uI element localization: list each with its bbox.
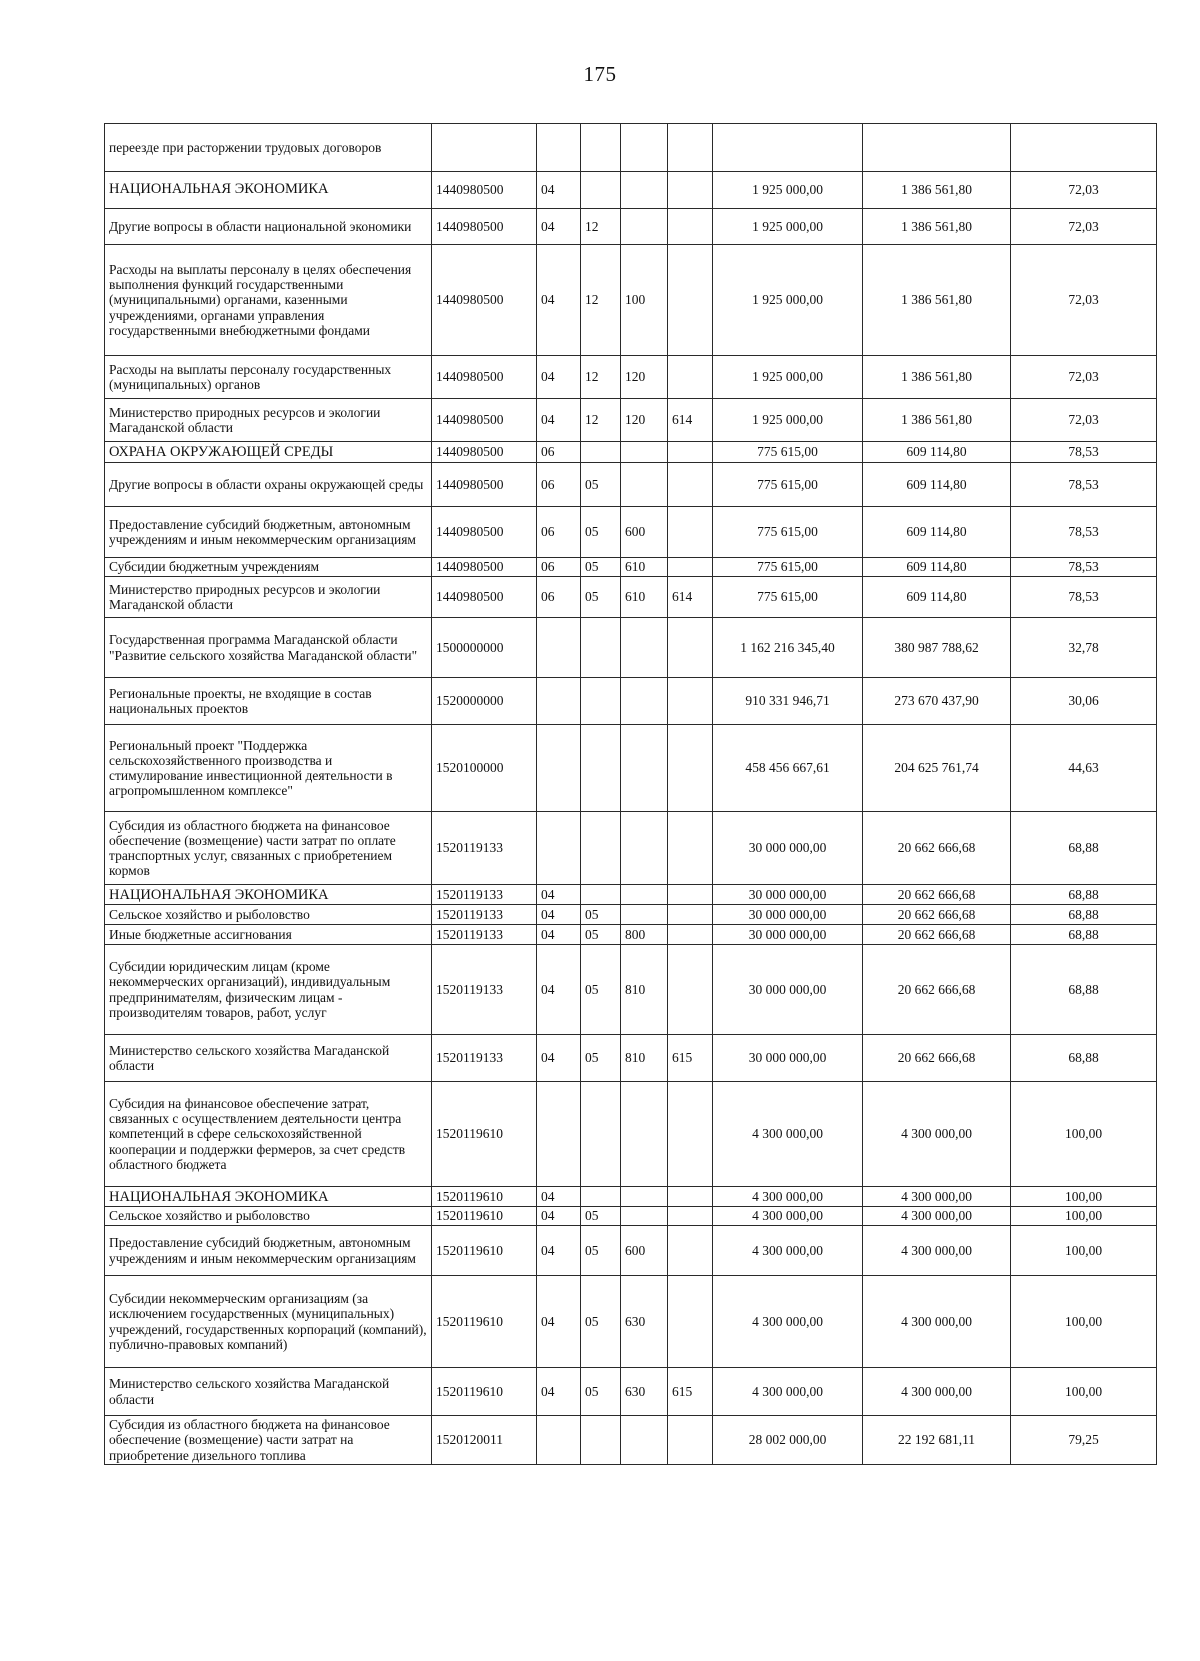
subsection-code-cell xyxy=(581,678,621,725)
subsection-code-cell xyxy=(581,1187,621,1207)
executed-amount-cell: 204 625 761,74 xyxy=(863,725,1011,812)
executed-amount-cell: 20 662 666,68 xyxy=(863,945,1011,1035)
expense-type-code-cell: 100 xyxy=(621,245,668,356)
subsection-code-cell: 12 xyxy=(581,209,621,245)
section-code-cell: 04 xyxy=(537,1035,581,1082)
subsection-code-cell: 05 xyxy=(581,905,621,925)
planned-amount-cell: 1 925 000,00 xyxy=(713,209,863,245)
section-code-cell: 04 xyxy=(537,925,581,945)
executed-amount-cell: 4 300 000,00 xyxy=(863,1082,1011,1187)
execution-percent-cell: 72,03 xyxy=(1011,399,1157,442)
planned-amount-cell: 775 615,00 xyxy=(713,558,863,577)
table-row xyxy=(105,399,1157,442)
expense-type-code-cell: 810 xyxy=(621,1035,668,1082)
section-code-cell: 04 xyxy=(537,1368,581,1416)
section-code-cell: 06 xyxy=(537,577,581,618)
chief-administrator-code-cell xyxy=(668,925,713,945)
expense-type-code-cell xyxy=(621,463,668,507)
chief-administrator-code-cell xyxy=(668,124,713,172)
table-row xyxy=(105,1187,1157,1207)
expense-type-code-cell xyxy=(621,442,668,463)
budget-execution-table xyxy=(104,123,1157,1465)
execution-percent-cell: 72,03 xyxy=(1011,245,1157,356)
executed-amount-cell: 380 987 788,62 xyxy=(863,618,1011,678)
target-article-code-cell: 1440980500 xyxy=(432,245,537,356)
chief-administrator-code-cell xyxy=(668,1082,713,1187)
subsection-code-cell: 05 xyxy=(581,1276,621,1368)
subsection-code-cell: 05 xyxy=(581,925,621,945)
chief-administrator-code-cell xyxy=(668,558,713,577)
expense-type-code-cell: 600 xyxy=(621,507,668,558)
planned-amount-cell: 30 000 000,00 xyxy=(713,945,863,1035)
execution-percent-cell: 68,88 xyxy=(1011,812,1157,885)
target-article-code-cell: 1520119610 xyxy=(432,1207,537,1226)
table-row xyxy=(105,172,1157,209)
subsection-code-cell: 05 xyxy=(581,1207,621,1226)
target-article-code-cell: 1440980500 xyxy=(432,463,537,507)
target-article-code-cell: 1440980500 xyxy=(432,399,537,442)
planned-amount-cell: 775 615,00 xyxy=(713,463,863,507)
row-name-cell: Сельское хозяйство и рыболовство xyxy=(105,905,432,925)
execution-percent-cell xyxy=(1011,124,1157,172)
target-article-code-cell: 1520100000 xyxy=(432,725,537,812)
expense-type-code-cell xyxy=(621,1416,668,1465)
executed-amount-cell: 609 114,80 xyxy=(863,507,1011,558)
planned-amount-cell: 775 615,00 xyxy=(713,442,863,463)
section-code-cell: 04 xyxy=(537,905,581,925)
section-code-cell: 04 xyxy=(537,885,581,905)
table-row xyxy=(105,245,1157,356)
executed-amount-cell: 20 662 666,68 xyxy=(863,885,1011,905)
row-name-cell: Субсидия на финансовое обеспечение затрат, связанных с осуществлением деятельности центра компетенций в сфере сельскохозяйственной кооперации и поддержки фермеров, за счет средств областного бюджета xyxy=(105,1082,432,1187)
section-code-cell: 04 xyxy=(537,1226,581,1276)
subsection-code-cell: 05 xyxy=(581,558,621,577)
execution-percent-cell: 100,00 xyxy=(1011,1226,1157,1276)
expense-type-code-cell: 630 xyxy=(621,1368,668,1416)
executed-amount-cell: 4 300 000,00 xyxy=(863,1207,1011,1226)
row-name-cell: Министерство природных ресурсов и экологии Магаданской области xyxy=(105,577,432,618)
target-article-code-cell: 1440980500 xyxy=(432,209,537,245)
target-article-code-cell: 1440980500 xyxy=(432,507,537,558)
expense-type-code-cell xyxy=(621,1207,668,1226)
expense-type-code-cell xyxy=(621,1082,668,1187)
subsection-code-cell: 12 xyxy=(581,245,621,356)
expense-type-code-cell: 120 xyxy=(621,356,668,399)
subsection-code-cell xyxy=(581,725,621,812)
executed-amount-cell: 609 114,80 xyxy=(863,577,1011,618)
planned-amount-cell: 4 300 000,00 xyxy=(713,1187,863,1207)
executed-amount-cell: 609 114,80 xyxy=(863,463,1011,507)
executed-amount-cell: 20 662 666,68 xyxy=(863,925,1011,945)
subsection-code-cell: 12 xyxy=(581,356,621,399)
chief-administrator-code-cell xyxy=(668,945,713,1035)
row-name-cell: Сельское хозяйство и рыболовство xyxy=(105,1207,432,1226)
table-row xyxy=(105,905,1157,925)
row-name-cell: Расходы на выплаты персоналу в целях обеспечения выполнения функций государственными (муниципальными) органами, казенными учреждениями, органами управления государственными внебюджетными фондами xyxy=(105,245,432,356)
row-name-cell: НАЦИОНАЛЬНАЯ ЭКОНОМИКА xyxy=(105,1187,432,1207)
table-row xyxy=(105,1416,1157,1465)
expense-type-code-cell xyxy=(621,725,668,812)
subsection-code-cell xyxy=(581,442,621,463)
target-article-code-cell: 1520119133 xyxy=(432,812,537,885)
planned-amount-cell: 30 000 000,00 xyxy=(713,1035,863,1082)
executed-amount-cell: 4 300 000,00 xyxy=(863,1368,1011,1416)
expense-type-code-cell: 630 xyxy=(621,1276,668,1368)
section-code-cell xyxy=(537,1082,581,1187)
chief-administrator-code-cell xyxy=(668,1416,713,1465)
section-code-cell: 04 xyxy=(537,1276,581,1368)
table-row xyxy=(105,209,1157,245)
execution-percent-cell: 68,88 xyxy=(1011,945,1157,1035)
table-row xyxy=(105,678,1157,725)
row-name-cell: Министерство сельского хозяйства Магаданской области xyxy=(105,1368,432,1416)
expense-type-code-cell xyxy=(621,678,668,725)
row-name-cell: Предоставление субсидий бюджетным, автономным учреждениям и иным некоммерческим организациям xyxy=(105,1226,432,1276)
chief-administrator-code-cell xyxy=(668,1187,713,1207)
row-name-cell: Расходы на выплаты персоналу государственных (муниципальных) органов xyxy=(105,356,432,399)
execution-percent-cell: 79,25 xyxy=(1011,1416,1157,1465)
target-article-code-cell: 1440980500 xyxy=(432,558,537,577)
table-row xyxy=(105,1207,1157,1226)
row-name-cell: Региональные проекты, не входящие в состав национальных проектов xyxy=(105,678,432,725)
table-row xyxy=(105,1368,1157,1416)
planned-amount-cell: 4 300 000,00 xyxy=(713,1082,863,1187)
section-code-cell: 04 xyxy=(537,356,581,399)
execution-percent-cell: 100,00 xyxy=(1011,1368,1157,1416)
section-code-cell: 06 xyxy=(537,442,581,463)
execution-percent-cell: 32,78 xyxy=(1011,618,1157,678)
chief-administrator-code-cell xyxy=(668,678,713,725)
table-row xyxy=(105,925,1157,945)
execution-percent-cell: 100,00 xyxy=(1011,1207,1157,1226)
target-article-code-cell: 1520119133 xyxy=(432,925,537,945)
table-row xyxy=(105,1226,1157,1276)
target-article-code-cell: 1500000000 xyxy=(432,618,537,678)
page-number: 175 xyxy=(583,62,617,86)
target-article-code-cell: 1440980500 xyxy=(432,577,537,618)
chief-administrator-code-cell xyxy=(668,1226,713,1276)
planned-amount-cell: 4 300 000,00 xyxy=(713,1368,863,1416)
table-row xyxy=(105,1082,1157,1187)
execution-percent-cell: 44,63 xyxy=(1011,725,1157,812)
target-article-code-cell: 1440980500 xyxy=(432,172,537,209)
section-code-cell xyxy=(537,124,581,172)
target-article-code-cell: 1520119133 xyxy=(432,905,537,925)
chief-administrator-code-cell xyxy=(668,618,713,678)
planned-amount-cell: 30 000 000,00 xyxy=(713,885,863,905)
expense-type-code-cell xyxy=(621,209,668,245)
expense-type-code-cell xyxy=(621,1187,668,1207)
planned-amount-cell: 30 000 000,00 xyxy=(713,812,863,885)
section-code-cell: 04 xyxy=(537,1187,581,1207)
executed-amount-cell: 20 662 666,68 xyxy=(863,905,1011,925)
subsection-code-cell: 05 xyxy=(581,1035,621,1082)
execution-percent-cell: 78,53 xyxy=(1011,442,1157,463)
expense-type-code-cell: 120 xyxy=(621,399,668,442)
chief-administrator-code-cell xyxy=(668,1276,713,1368)
executed-amount-cell: 4 300 000,00 xyxy=(863,1187,1011,1207)
section-code-cell xyxy=(537,618,581,678)
chief-administrator-code-cell: 614 xyxy=(668,399,713,442)
planned-amount-cell: 458 456 667,61 xyxy=(713,725,863,812)
table-row xyxy=(105,124,1157,172)
row-name-cell: Другие вопросы в области охраны окружающей среды xyxy=(105,463,432,507)
expense-type-code-cell: 610 xyxy=(621,558,668,577)
subsection-code-cell xyxy=(581,1416,621,1465)
table-row xyxy=(105,442,1157,463)
target-article-code-cell: 1520120011 xyxy=(432,1416,537,1465)
chief-administrator-code-cell xyxy=(668,245,713,356)
subsection-code-cell: 05 xyxy=(581,507,621,558)
chief-administrator-code-cell xyxy=(668,725,713,812)
executed-amount-cell: 4 300 000,00 xyxy=(863,1226,1011,1276)
execution-percent-cell: 78,53 xyxy=(1011,577,1157,618)
row-name-cell: Субсидии некоммерческим организациям (за исключением государственных (муниципальных) учреждений, государственных корпораций (компаний), публично-правовых компаний) xyxy=(105,1276,432,1368)
expense-type-code-cell xyxy=(621,618,668,678)
target-article-code-cell: 1440980500 xyxy=(432,356,537,399)
execution-percent-cell: 72,03 xyxy=(1011,356,1157,399)
executed-amount-cell: 4 300 000,00 xyxy=(863,1276,1011,1368)
expense-type-code-cell xyxy=(621,124,668,172)
section-code-cell: 06 xyxy=(537,558,581,577)
planned-amount-cell: 4 300 000,00 xyxy=(713,1276,863,1368)
table-row xyxy=(105,507,1157,558)
execution-percent-cell: 30,06 xyxy=(1011,678,1157,725)
executed-amount-cell: 609 114,80 xyxy=(863,442,1011,463)
table-row xyxy=(105,1276,1157,1368)
execution-percent-cell: 68,88 xyxy=(1011,905,1157,925)
row-name-cell: Субсидии бюджетным учреждениям xyxy=(105,558,432,577)
chief-administrator-code-cell xyxy=(668,905,713,925)
planned-amount-cell: 28 002 000,00 xyxy=(713,1416,863,1465)
section-code-cell: 06 xyxy=(537,507,581,558)
chief-administrator-code-cell xyxy=(668,442,713,463)
executed-amount-cell: 1 386 561,80 xyxy=(863,172,1011,209)
row-name-cell: Субсидия из областного бюджета на финансовое обеспечение (возмещение) части затрат на приобретение дизельного топлива xyxy=(105,1416,432,1465)
target-article-code-cell: 1520119133 xyxy=(432,945,537,1035)
execution-percent-cell: 68,88 xyxy=(1011,925,1157,945)
planned-amount-cell: 1 925 000,00 xyxy=(713,245,863,356)
target-article-code-cell: 1440980500 xyxy=(432,442,537,463)
expense-type-code-cell: 610 xyxy=(621,577,668,618)
expense-type-code-cell xyxy=(621,905,668,925)
target-article-code-cell: 1520119133 xyxy=(432,1035,537,1082)
row-name-cell: Иные бюджетные ассигнования xyxy=(105,925,432,945)
executed-amount-cell: 20 662 666,68 xyxy=(863,1035,1011,1082)
executed-amount-cell: 609 114,80 xyxy=(863,558,1011,577)
section-code-cell: 04 xyxy=(537,945,581,1035)
table-row xyxy=(105,463,1157,507)
target-article-code-cell: 1520000000 xyxy=(432,678,537,725)
table-row xyxy=(105,1035,1157,1082)
target-article-code-cell: 1520119610 xyxy=(432,1226,537,1276)
planned-amount-cell: 910 331 946,71 xyxy=(713,678,863,725)
expense-type-code-cell: 600 xyxy=(621,1226,668,1276)
planned-amount-cell: 775 615,00 xyxy=(713,507,863,558)
execution-percent-cell: 72,03 xyxy=(1011,209,1157,245)
row-name-cell: Государственная программа Магаданской области "Развитие сельского хозяйства Магаданской области" xyxy=(105,618,432,678)
table-row xyxy=(105,945,1157,1035)
expense-type-code-cell: 800 xyxy=(621,925,668,945)
target-article-code-cell: 1520119610 xyxy=(432,1276,537,1368)
subsection-code-cell xyxy=(581,812,621,885)
executed-amount-cell: 1 386 561,80 xyxy=(863,399,1011,442)
section-code-cell: 04 xyxy=(537,1207,581,1226)
section-code-cell xyxy=(537,1416,581,1465)
section-code-cell: 04 xyxy=(537,209,581,245)
row-name-cell: Региональный проект "Поддержка сельскохозяйственного производства и стимулирование инвестиционной деятельности в агропромышленном комплексе" xyxy=(105,725,432,812)
subsection-code-cell: 05 xyxy=(581,1226,621,1276)
subsection-code-cell: 05 xyxy=(581,1368,621,1416)
row-name-cell: Министерство природных ресурсов и экологии Магаданской области xyxy=(105,399,432,442)
executed-amount-cell: 273 670 437,90 xyxy=(863,678,1011,725)
table-row xyxy=(105,618,1157,678)
planned-amount-cell: 1 925 000,00 xyxy=(713,399,863,442)
target-article-code-cell: 1520119133 xyxy=(432,885,537,905)
table-row xyxy=(105,356,1157,399)
chief-administrator-code-cell: 615 xyxy=(668,1368,713,1416)
subsection-code-cell xyxy=(581,618,621,678)
execution-percent-cell: 78,53 xyxy=(1011,507,1157,558)
section-code-cell xyxy=(537,725,581,812)
table-row xyxy=(105,725,1157,812)
planned-amount-cell: 1 162 216 345,40 xyxy=(713,618,863,678)
subsection-code-cell xyxy=(581,1082,621,1187)
row-name-cell: Другие вопросы в области национальной экономики xyxy=(105,209,432,245)
table-row xyxy=(105,577,1157,618)
chief-administrator-code-cell xyxy=(668,463,713,507)
row-name-cell: НАЦИОНАЛЬНАЯ ЭКОНОМИКА xyxy=(105,172,432,209)
row-name-cell: переезде при расторжении трудовых договоров xyxy=(105,124,432,172)
row-name-cell: Субсидия из областного бюджета на финансовое обеспечение (возмещение) части затрат по оплате транспортных услуг, связанных с приобретением кормов xyxy=(105,812,432,885)
executed-amount-cell: 1 386 561,80 xyxy=(863,245,1011,356)
table-row xyxy=(105,812,1157,885)
row-name-cell: НАЦИОНАЛЬНАЯ ЭКОНОМИКА xyxy=(105,885,432,905)
planned-amount-cell: 775 615,00 xyxy=(713,577,863,618)
chief-administrator-code-cell: 615 xyxy=(668,1035,713,1082)
subsection-code-cell: 05 xyxy=(581,463,621,507)
executed-amount-cell: 20 662 666,68 xyxy=(863,812,1011,885)
chief-administrator-code-cell xyxy=(668,507,713,558)
row-name-cell: Министерство сельского хозяйства Магаданской области xyxy=(105,1035,432,1082)
execution-percent-cell: 78,53 xyxy=(1011,558,1157,577)
subsection-code-cell: 05 xyxy=(581,945,621,1035)
target-article-code-cell: 1520119610 xyxy=(432,1187,537,1207)
subsection-code-cell: 05 xyxy=(581,577,621,618)
executed-amount-cell: 1 386 561,80 xyxy=(863,209,1011,245)
chief-administrator-code-cell xyxy=(668,172,713,209)
row-name-cell: ОХРАНА ОКРУЖАЮЩЕЙ СРЕДЫ xyxy=(105,442,432,463)
execution-percent-cell: 100,00 xyxy=(1011,1276,1157,1368)
section-code-cell: 06 xyxy=(537,463,581,507)
subsection-code-cell: 12 xyxy=(581,399,621,442)
chief-administrator-code-cell: 614 xyxy=(668,577,713,618)
section-code-cell: 04 xyxy=(537,172,581,209)
planned-amount-cell: 1 925 000,00 xyxy=(713,172,863,209)
section-code-cell xyxy=(537,678,581,725)
subsection-code-cell xyxy=(581,885,621,905)
expense-type-code-cell xyxy=(621,812,668,885)
subsection-code-cell xyxy=(581,124,621,172)
execution-percent-cell: 68,88 xyxy=(1011,885,1157,905)
table-row xyxy=(105,558,1157,577)
executed-amount-cell: 22 192 681,11 xyxy=(863,1416,1011,1465)
subsection-code-cell xyxy=(581,172,621,209)
chief-administrator-code-cell xyxy=(668,209,713,245)
row-name-cell: Предоставление субсидий бюджетным, автономным учреждениям и иным некоммерческим организациям xyxy=(105,507,432,558)
planned-amount-cell: 30 000 000,00 xyxy=(713,905,863,925)
planned-amount-cell xyxy=(713,124,863,172)
execution-percent-cell: 78,53 xyxy=(1011,463,1157,507)
planned-amount-cell: 4 300 000,00 xyxy=(713,1207,863,1226)
expense-type-code-cell xyxy=(621,172,668,209)
planned-amount-cell: 30 000 000,00 xyxy=(713,925,863,945)
section-code-cell xyxy=(537,812,581,885)
execution-percent-cell: 68,88 xyxy=(1011,1035,1157,1082)
table-body xyxy=(105,124,1157,1465)
row-name-cell: Субсидии юридическим лицам (кроме некоммерческих организаций), индивидуальным предпринимателям, физическим лицам - производителям товаров, работ, услуг xyxy=(105,945,432,1035)
planned-amount-cell: 1 925 000,00 xyxy=(713,356,863,399)
execution-percent-cell: 100,00 xyxy=(1011,1187,1157,1207)
execution-percent-cell: 100,00 xyxy=(1011,1082,1157,1187)
executed-amount-cell: 1 386 561,80 xyxy=(863,356,1011,399)
executed-amount-cell xyxy=(863,124,1011,172)
chief-administrator-code-cell xyxy=(668,1207,713,1226)
expense-type-code-cell xyxy=(621,885,668,905)
target-article-code-cell xyxy=(432,124,537,172)
planned-amount-cell: 4 300 000,00 xyxy=(713,1226,863,1276)
expense-type-code-cell: 810 xyxy=(621,945,668,1035)
execution-percent-cell: 72,03 xyxy=(1011,172,1157,209)
section-code-cell: 04 xyxy=(537,399,581,442)
target-article-code-cell: 1520119610 xyxy=(432,1082,537,1187)
table-row xyxy=(105,885,1157,905)
chief-administrator-code-cell xyxy=(668,885,713,905)
chief-administrator-code-cell xyxy=(668,812,713,885)
section-code-cell: 04 xyxy=(537,245,581,356)
chief-administrator-code-cell xyxy=(668,356,713,399)
target-article-code-cell: 1520119610 xyxy=(432,1368,537,1416)
